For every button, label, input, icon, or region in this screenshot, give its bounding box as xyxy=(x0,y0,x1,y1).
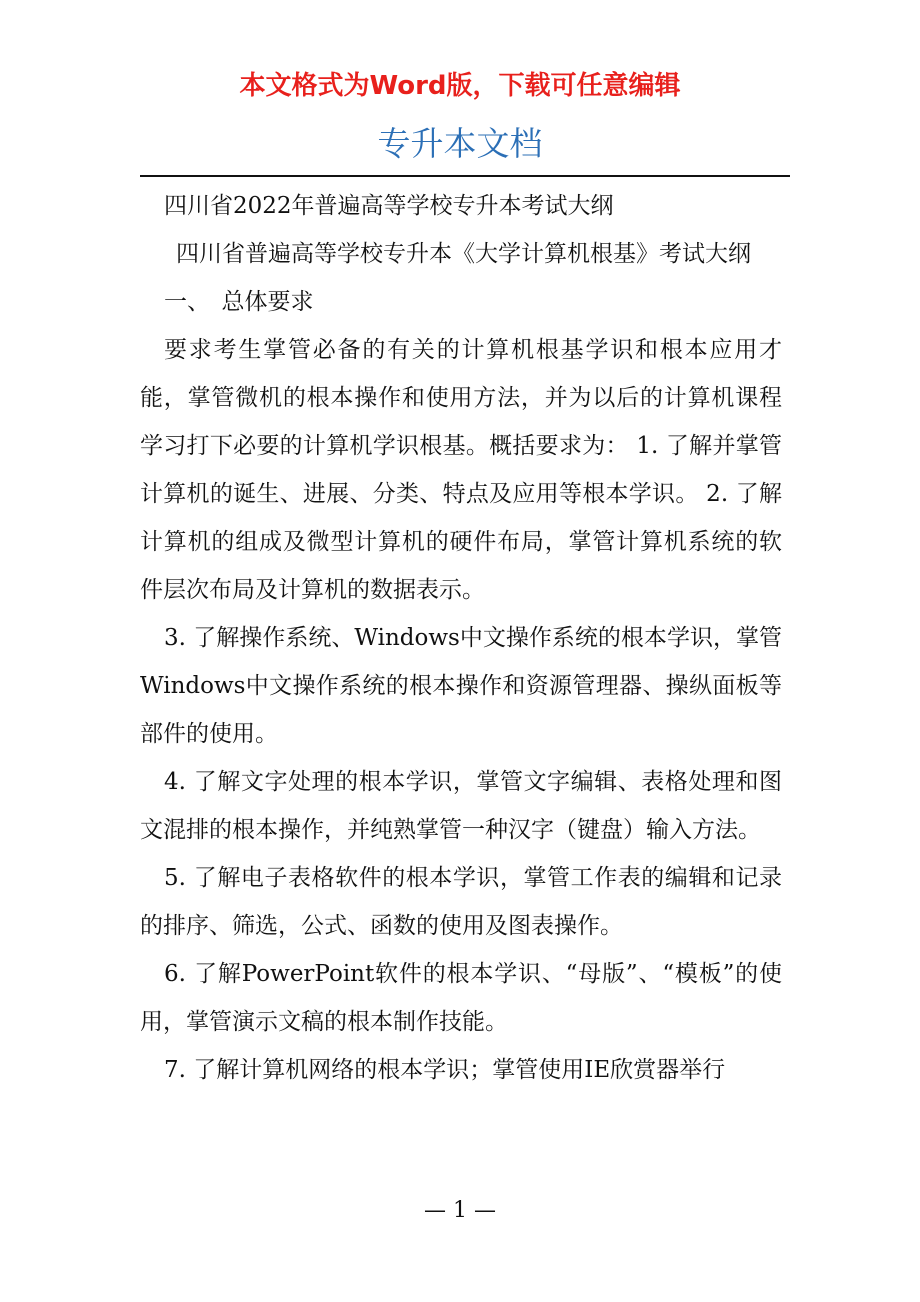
page-number: — 1 — xyxy=(424,1198,496,1223)
requirement-item-6: 6. 了解PowerPoint软件的根本学识、“母版”、“模板”的使用，掌管演示文稿的根本制作技能。 xyxy=(140,961,782,1035)
document-type-heading: 专升本文档 xyxy=(377,124,543,163)
requirement-item-3: 3. 了解操作系统、Windows中文操作系统的根本学识，掌管Windows中文操作系统的根本操作和资源管理器、操纵面板等部件的使用。 xyxy=(140,625,782,747)
intro-paragraph: 要求考生掌管必备的有关的计算机根基学识和根本应用才能，掌管微机的根本操作和使用方法，并为以后的计算机课程学习打下必要的计算机学识根基。概括要求为： 1. 了解并掌管计算机的诞生、进展、分类、特点及应用等根本学识。 2. 了解计算机的组成及微型计算机的硬件布局，掌管计算机系统的软件层次布局及计算机的数据表示。 xyxy=(140,337,782,603)
syllabus-subtitle: 四川省普遍高等学校专升本《大学计算机根基》考试大纲 xyxy=(176,241,751,267)
exam-title: 四川省2022年普遍高等学校专升本考试大纲 xyxy=(164,193,614,219)
document-body xyxy=(140,182,782,1094)
requirement-item-4: 4. 了解文字处理的根本学识，掌管文字编辑、表格处理和图文混排的根本操作，并纯熟掌管一种汉字（键盘）输入方法。 xyxy=(140,769,782,843)
download-notice-banner: 本文格式为Word版，下载可任意编辑 xyxy=(239,71,681,101)
header-divider xyxy=(140,175,790,177)
requirement-item-7: 7. 了解计算机网络的根本学识；掌管使用IE欣赏器举行 xyxy=(164,1057,726,1083)
section-heading: 一、 总体要求 xyxy=(164,289,314,315)
requirement-item-5: 5. 了解电子表格软件的根本学识，掌管工作表的编辑和记录的排序、筛选，公式、函数的使用及图表操作。 xyxy=(140,865,782,939)
